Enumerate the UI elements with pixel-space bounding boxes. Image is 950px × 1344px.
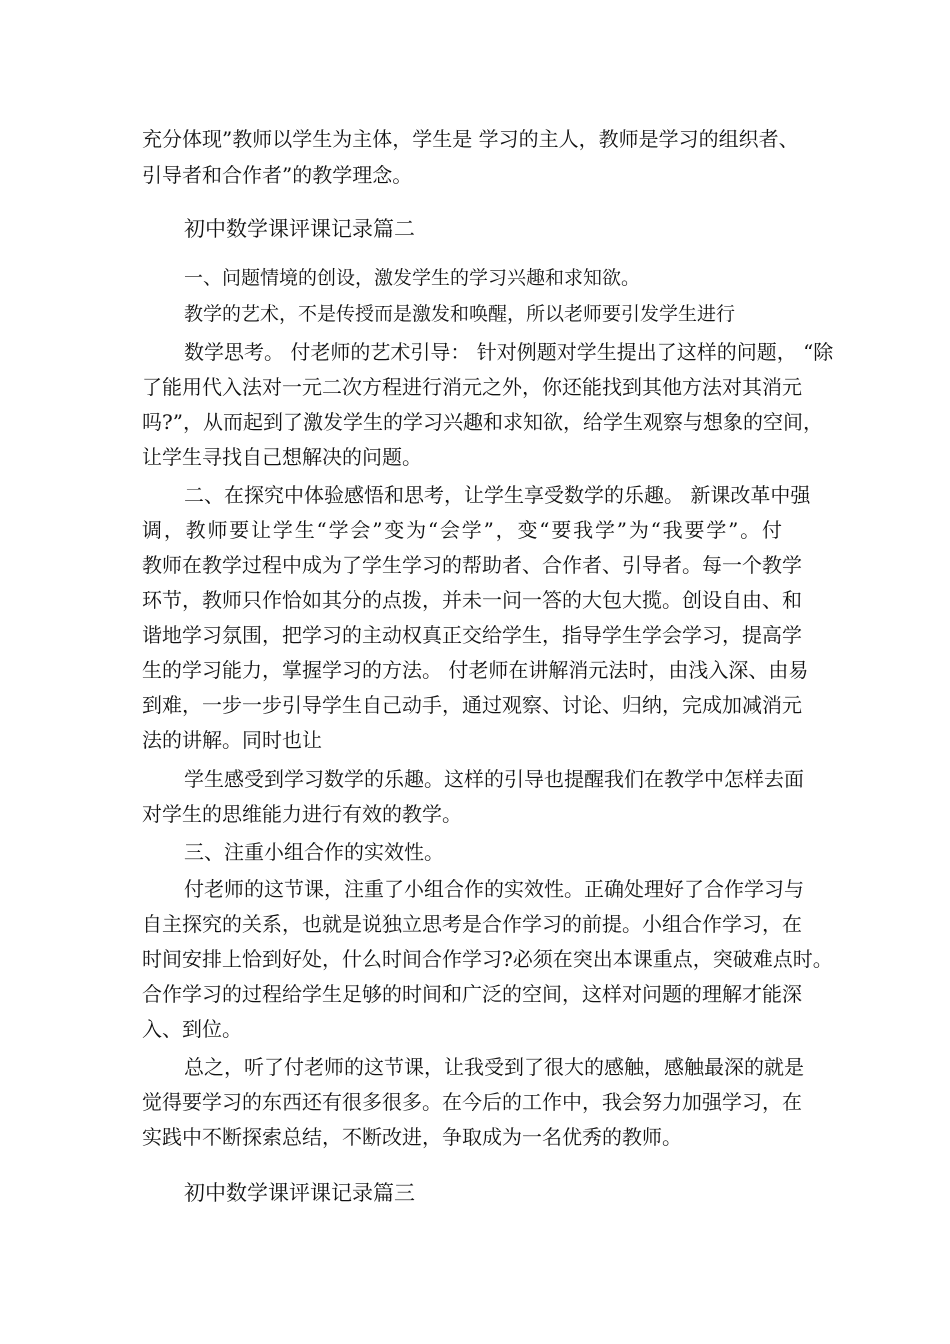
- section2-line-1: 二、在探究中体验感悟和思考，让学生享受数学的乐趣。 新课改革中强: [184, 483, 811, 507]
- section3-title: 三、注重小组合作的实效性。: [184, 840, 444, 864]
- section1-paragraph-1: 教学的艺术，不是传授而是激发和唤醒，所以老师要引发学生进行: [184, 303, 736, 325]
- section2-line-6: 生的学习能力，掌握学习的方法。 付老师在讲解消元法时，由浅入深、由易: [142, 658, 809, 682]
- conclusion-line-1: 总之，听了付老师的这节课，让我受到了很大的感触，感触最深的就是: [184, 1055, 804, 1079]
- section2-line-5: 谐地学习氛围，把学习的主动权真正交给学生，指导学生学会学习，提高学: [142, 623, 802, 647]
- section1-p2-line-4: 让学生寻找自己想解决的问题。: [142, 445, 422, 469]
- section-heading-3: 初中数学课评课记录篇三: [184, 1181, 415, 1205]
- section2-line-3: 教师在教学过程中成为了学生学习的帮助者、合作者、引导者。每一个教学: [142, 553, 802, 577]
- section2b-line-2: 对学生的思维能力进行有效的教学。: [142, 802, 462, 826]
- section3-line-4: 合作学习的过程给学生足够的时间和广泛的空间，这样对问题的理解才能深: [142, 982, 802, 1006]
- section2-line-7: 到难，一步一步引导学生自己动手，通过观察、讨论、归纳，完成加减消元: [142, 693, 802, 717]
- section1-title: 一、问题情境的创设，激发学生的学习兴趣和求知欲。: [184, 267, 641, 289]
- section3-line-5: 入、到位。: [142, 1017, 242, 1041]
- conclusion-line-2: 觉得要学习的东西还有很多很多。在今后的工作中，我会努力加强学习，在: [142, 1090, 802, 1114]
- section2-line-8: 法的讲解。同时也让: [142, 728, 322, 752]
- section2b-line-1: 学生感受到学习数学的乐趣。这样的引导也提醒我们在教学中怎样去面: [184, 767, 804, 791]
- section3-line-3: 时间安排上恰到好处，什么时间合作学习?必须在突出本课重点，突破难点时。: [142, 947, 833, 971]
- conclusion-line-3: 实践中不断探索总结，不断改进，争取成为一名优秀的教师。: [142, 1125, 682, 1149]
- section-heading-2: 初中数学课评课记录篇二: [184, 217, 415, 241]
- section1-p2-line-3: 吗?”，从而起到了激发学生的学习兴趣和求知欲，给学生观察与想象的空间，: [142, 410, 823, 434]
- section3-line-2: 自主探究的关系，也就是说独立思考是合作学习的前提。小组合作学习，在: [142, 912, 802, 936]
- intro-line-2: 引导者和合作者”的教学理念。: [142, 163, 413, 187]
- section3-line-1: 付老师的这节课，注重了小组合作的实效性。正确处理好了合作学习与: [184, 877, 804, 901]
- section2-line-4: 环节，教师只作恰如其分的点拨，并未一问一答的大包大揽。创设自由、和: [142, 588, 802, 612]
- section2-line-2: 调，教师要让学生“学会”变为“会学”，变“要我学”为“我要学”。付: [142, 518, 782, 542]
- section1-p2-line-1: 数学思考。 付老师的艺术引导： 针对例题对学生提出了这样的问题， “除: [184, 340, 834, 364]
- section1-p2-line-2: 了能用代入法对一元二次方程进行消元之外，你还能找到其他方法对其消元: [142, 375, 802, 399]
- intro-line-1: 充分体现”教师以学生为主体，学生是 学习的主人，教师是学习的组织者、: [142, 127, 799, 151]
